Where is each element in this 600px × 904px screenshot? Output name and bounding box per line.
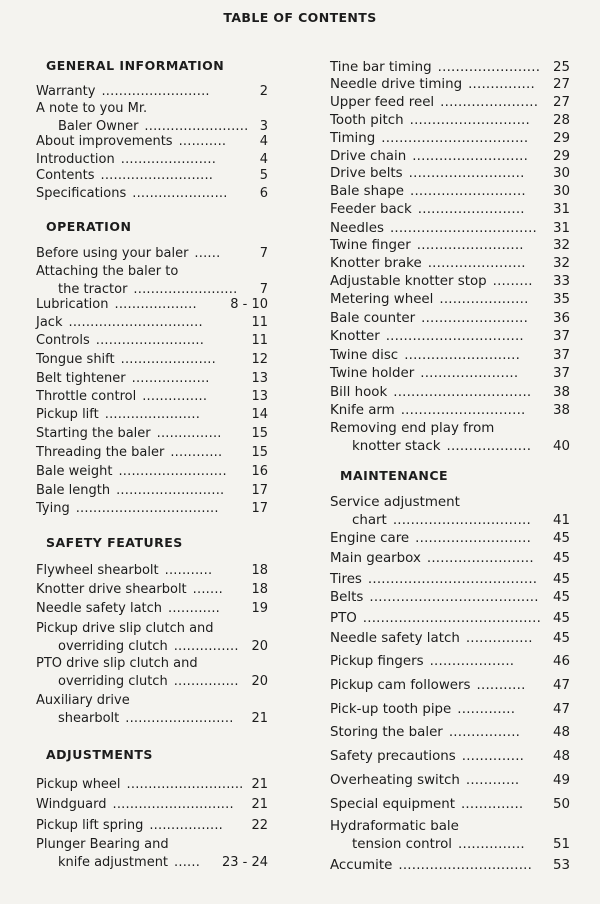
toc-entry-title: Knotter xyxy=(330,329,380,344)
toc-entry-title: Engine care xyxy=(330,531,410,546)
toc-entry-title: Removing end play from xyxy=(330,421,495,436)
page-number: 45 xyxy=(552,631,570,646)
leader-dots: ...................... xyxy=(427,256,526,271)
leader-dots: ........... xyxy=(178,134,227,149)
page-number: 13 xyxy=(251,371,268,386)
toc-entry-title-continued: knife adjustment xyxy=(58,855,169,870)
toc-entry-title: Plunger Bearing and xyxy=(36,837,169,852)
toc-entry-title: Knife arm xyxy=(330,403,395,418)
leader-dots: ............................... xyxy=(393,385,532,400)
toc-entry-title: Pickup lift spring xyxy=(36,818,144,833)
page-number: 27 xyxy=(552,77,570,92)
toc-entry-title: Pickup cam followers xyxy=(330,678,471,693)
toc-entry-title: Bale shape xyxy=(330,184,405,199)
toc-entry xyxy=(36,444,268,462)
leader-dots: .......................... xyxy=(408,166,525,181)
toc-entry xyxy=(36,332,268,350)
leader-dots: ............................ xyxy=(400,403,526,418)
toc-entry xyxy=(330,310,570,328)
toc-entry-title: Needle safety latch xyxy=(36,601,163,616)
leader-dots: ............... xyxy=(173,674,239,689)
page-number: 11 xyxy=(251,315,268,330)
leader-dots: ............... xyxy=(142,389,208,404)
toc-entry xyxy=(36,133,268,151)
toc-entry-title-continued: shearbolt xyxy=(58,711,120,726)
toc-entry-title-continued: overriding clutch xyxy=(58,674,168,689)
toc-entry-title: Belts xyxy=(330,590,364,605)
toc-entry xyxy=(330,772,570,790)
toc-entry-title-continued: the tractor xyxy=(58,282,128,297)
toc-entry xyxy=(330,220,570,238)
page-number: 30 xyxy=(552,166,570,181)
page-number: 27 xyxy=(552,95,570,110)
page-number: 45 xyxy=(552,531,570,546)
leader-dots: .............................. xyxy=(398,858,533,873)
toc-entry-title: Tires xyxy=(330,572,362,587)
page-number: 4 xyxy=(259,152,268,167)
page-number: 8 - 10 xyxy=(230,297,268,312)
toc-entry-title-continued: Baler Owner xyxy=(58,119,139,134)
leader-dots: ................................. xyxy=(75,501,219,516)
page-number: 6 xyxy=(259,186,268,201)
toc-entry xyxy=(36,351,268,369)
toc-entry xyxy=(330,701,570,719)
leader-dots: ...................... xyxy=(440,95,539,110)
leader-dots: .......................... xyxy=(415,531,532,546)
toc-entry-title: Service adjustment xyxy=(330,495,460,510)
toc-entry xyxy=(330,59,570,77)
toc-entry xyxy=(36,776,268,794)
page-number: 47 xyxy=(552,678,570,693)
leader-dots: .......................... xyxy=(100,168,214,183)
page-number: 35 xyxy=(552,292,570,307)
page-number: 5 xyxy=(259,168,268,183)
toc-entry-title: Drive belts xyxy=(330,166,403,181)
page-number: 13 xyxy=(251,389,268,404)
leader-dots: ......................... xyxy=(101,84,210,99)
leader-dots: ...................... xyxy=(120,152,217,167)
page-number: 14 xyxy=(251,407,268,422)
leader-dots: ........................ xyxy=(426,551,534,566)
toc-entry-title: Storing the baler xyxy=(330,725,443,740)
page-number: 18 xyxy=(251,563,268,578)
leader-dots: ........................ xyxy=(421,311,529,326)
page-number: 29 xyxy=(552,149,570,164)
page-number: 28 xyxy=(552,113,570,128)
toc-entry-title-continued: overriding clutch xyxy=(58,639,168,654)
toc-entry xyxy=(36,370,268,388)
toc-entry xyxy=(330,347,570,365)
leader-dots: ....................... xyxy=(437,60,541,75)
toc-entry xyxy=(330,796,570,814)
toc-entry-title: Metering wheel xyxy=(330,292,434,307)
toc-entry xyxy=(330,571,570,589)
page-number: 30 xyxy=(552,184,570,199)
toc-entry-title: Belt tightener xyxy=(36,371,126,386)
toc-entry-title: Bale counter xyxy=(330,311,416,326)
toc-entry-title: Hydraformatic bale xyxy=(330,819,459,834)
toc-entry-title: Pickup fingers xyxy=(330,654,424,669)
toc-entry xyxy=(36,388,268,406)
toc-entry-title: Attaching the baler to xyxy=(36,264,179,279)
toc-entry xyxy=(330,724,570,742)
page-number: 38 xyxy=(552,385,570,400)
toc-entry xyxy=(330,857,570,875)
leader-dots: ........................ xyxy=(144,119,249,134)
leader-dots: ......................... xyxy=(95,333,205,348)
page-number: 21 xyxy=(251,711,268,726)
leader-dots: ............................ xyxy=(112,797,234,812)
toc-entry xyxy=(330,818,570,854)
page-number: 40 xyxy=(552,439,570,454)
page-number: 12 xyxy=(251,352,268,367)
toc-entry xyxy=(330,76,570,94)
toc-entry-title: Starting the baler xyxy=(36,426,151,441)
toc-entry xyxy=(330,384,570,402)
page-number: 38 xyxy=(552,403,570,418)
leader-dots: ...... xyxy=(194,246,221,261)
page-number: 29 xyxy=(552,131,570,146)
toc-entry xyxy=(36,83,268,101)
page-number: 37 xyxy=(552,329,570,344)
toc-entry-title: Upper feed reel xyxy=(330,95,435,110)
toc-entry xyxy=(330,677,570,695)
page-number: 18 xyxy=(251,582,268,597)
page-number: 36 xyxy=(552,311,570,326)
toc-entry-title: Needle safety latch xyxy=(330,631,460,646)
page-number: 45 xyxy=(552,590,570,605)
toc-entry xyxy=(330,530,570,548)
toc-entry xyxy=(330,112,570,130)
page-number: 15 xyxy=(251,445,268,460)
toc-entry xyxy=(330,653,570,671)
leader-dots: ............... xyxy=(173,639,239,654)
leader-dots: ........................... xyxy=(126,777,244,792)
toc-entry-title: Twine finger xyxy=(330,238,411,253)
leader-dots: ........... xyxy=(164,563,213,578)
toc-entry-title: Feeder back xyxy=(330,202,412,217)
toc-entry-title: Twine disc xyxy=(330,348,399,363)
toc-entry xyxy=(330,494,570,530)
leader-dots: ........... xyxy=(476,678,526,693)
toc-entry xyxy=(36,463,268,481)
leader-dots: ........................ xyxy=(416,238,524,253)
page-number: 11 xyxy=(251,333,268,348)
toc-entry xyxy=(36,817,268,835)
page-number: 7 xyxy=(259,246,268,261)
toc-entry-title: Needle drive timing xyxy=(330,77,463,92)
leader-dots: .............. xyxy=(460,797,524,812)
leader-dots: ............................... xyxy=(385,329,524,344)
toc-entry xyxy=(330,94,570,112)
page-number: 15 xyxy=(251,426,268,441)
page-number: 3 xyxy=(259,119,268,134)
leader-dots: ......................... xyxy=(118,464,227,479)
page-number: 48 xyxy=(552,749,570,764)
toc-entry-title: Tooth pitch xyxy=(330,113,404,128)
toc-entry xyxy=(36,263,268,299)
section-heading-operation: OPERATION xyxy=(46,219,132,234)
toc-entry-title: Tongue shift xyxy=(36,352,115,367)
leader-dots: ...................... xyxy=(104,407,201,422)
toc-entry xyxy=(330,255,570,273)
toc-entry xyxy=(36,245,268,263)
page-number: 2 xyxy=(259,84,268,99)
toc-entry-title: Drive chain xyxy=(330,149,407,164)
leader-dots: ........................ xyxy=(417,202,525,217)
toc-entry-title: Knotter drive shearbolt xyxy=(36,582,187,597)
page-number: 37 xyxy=(552,348,570,363)
toc-entry-title: Bill hook xyxy=(330,385,388,400)
toc-entry xyxy=(330,130,570,148)
toc-entry-title: Lubrication xyxy=(36,297,109,312)
toc-entry-title: Pickup drive slip clutch and xyxy=(36,621,214,636)
toc-entry xyxy=(330,610,570,628)
leader-dots: ............... xyxy=(465,631,533,646)
toc-entry-title: Overheating switch xyxy=(330,773,460,788)
toc-entry xyxy=(36,796,268,814)
toc-entry-title: Auxiliary drive xyxy=(36,693,130,708)
toc-entry xyxy=(36,581,268,599)
page-number: 17 xyxy=(251,501,268,516)
toc-entry-title-continued: chart xyxy=(352,513,387,528)
toc-entry xyxy=(36,100,268,136)
toc-entry-title: Bale length xyxy=(36,483,111,498)
toc-entry-title: Threading the baler xyxy=(36,445,165,460)
toc-entry xyxy=(36,482,268,500)
leader-dots: ................ xyxy=(448,725,521,740)
toc-entry xyxy=(36,406,268,424)
toc-entry xyxy=(330,201,570,219)
leader-dots: .............. xyxy=(461,749,525,764)
toc-entry-title: About improvements xyxy=(36,134,173,149)
leader-dots: .......................... xyxy=(404,348,521,363)
leader-dots: ............ xyxy=(465,773,520,788)
toc-entry-title: Specifications xyxy=(36,186,127,201)
leader-dots: ............... xyxy=(458,837,525,852)
leader-dots: ............................... xyxy=(68,315,203,330)
toc-entry xyxy=(36,836,268,872)
toc-entry-title: Tine bar timing xyxy=(330,60,432,75)
toc-entry-title: Needles xyxy=(330,221,384,236)
leader-dots: ................... xyxy=(114,297,197,312)
toc-entry-title: Pickup wheel xyxy=(36,777,121,792)
leader-dots: .................. xyxy=(131,371,210,386)
leader-dots: ................................. xyxy=(381,131,529,146)
page-number: 37 xyxy=(552,366,570,381)
page-number: 49 xyxy=(552,773,570,788)
toc-entry xyxy=(330,420,570,456)
toc-entry xyxy=(330,148,570,166)
page-number: 33 xyxy=(552,274,570,289)
toc-entry-title: Twine holder xyxy=(330,366,415,381)
toc-entry-title: Introduction xyxy=(36,152,115,167)
page-number: 20 xyxy=(251,639,268,654)
leader-dots: ......................... xyxy=(125,711,234,726)
leader-dots: ......................... xyxy=(116,483,225,498)
leader-dots: ...................................... xyxy=(369,590,539,605)
toc-entry-title: Bale weight xyxy=(36,464,113,479)
leader-dots: ........................ xyxy=(133,282,238,297)
page-number: 32 xyxy=(552,238,570,253)
toc-entry-title: Jack xyxy=(36,315,63,330)
leader-dots: ................... xyxy=(446,439,532,454)
toc-entry xyxy=(330,589,570,607)
toc-entry xyxy=(36,500,268,518)
leader-dots: ...... xyxy=(174,855,201,870)
toc-entry-title: Main gearbox xyxy=(330,551,421,566)
toc-entry xyxy=(36,296,268,314)
toc-entry-title: Safety precautions xyxy=(330,749,456,764)
toc-entry-title: Accumite xyxy=(330,858,393,873)
toc-entry xyxy=(330,165,570,183)
page-number: 25 xyxy=(552,60,570,75)
leader-dots: ............... xyxy=(468,77,535,92)
toc-entry-title: Pick-up tooth pipe xyxy=(330,702,452,717)
toc-entry-title: Before using your baler xyxy=(36,246,189,261)
toc-entry xyxy=(330,402,570,420)
page-number: 46 xyxy=(552,654,570,669)
page-number: 47 xyxy=(552,702,570,717)
page-number: 53 xyxy=(552,858,570,873)
leader-dots: ........................... xyxy=(409,113,530,128)
leader-dots: ............. xyxy=(457,702,516,717)
toc-entry-title-continued: knotter stack xyxy=(352,439,441,454)
section-heading-general: GENERAL INFORMATION xyxy=(46,58,225,73)
page-number: 17 xyxy=(251,483,268,498)
page-number: 22 xyxy=(251,818,268,833)
toc-entry xyxy=(330,183,570,201)
toc-entry xyxy=(330,748,570,766)
toc-entry xyxy=(330,365,570,383)
leader-dots: ................. xyxy=(149,818,223,833)
toc-entry xyxy=(330,550,570,568)
toc-entry-title: PTO xyxy=(330,611,357,626)
toc-entry xyxy=(36,167,268,185)
leader-dots: ................... xyxy=(429,654,515,669)
leader-dots: ............ xyxy=(168,601,221,616)
leader-dots: ............... xyxy=(156,426,222,441)
toc-entry-title: Special equipment xyxy=(330,797,455,812)
leader-dots: ........................................ xyxy=(362,611,542,626)
page-number: 31 xyxy=(552,221,570,236)
page-number: 4 xyxy=(259,134,268,149)
leader-dots: .......................... xyxy=(412,149,529,164)
leader-dots: ...................................... xyxy=(367,572,538,587)
page-number: 21 xyxy=(251,777,268,792)
toc-entry xyxy=(36,185,268,203)
page-number: 31 xyxy=(552,202,570,217)
toc-entry xyxy=(330,291,570,309)
toc-entry xyxy=(36,655,268,691)
toc-entry-title: Tying xyxy=(36,501,70,516)
toc-entry-title: Warranty xyxy=(36,84,96,99)
toc-entry xyxy=(330,237,570,255)
leader-dots: ............ xyxy=(170,445,223,460)
toc-entry xyxy=(36,314,268,332)
toc-entry-title: A note to you Mr. xyxy=(36,101,148,116)
page-number: 19 xyxy=(251,601,268,616)
page-number: 20 xyxy=(251,674,268,689)
leader-dots: ...................... xyxy=(120,352,216,367)
toc-entry xyxy=(36,692,268,728)
section-heading-safety: SAFETY FEATURES xyxy=(46,535,183,550)
toc-entry-title: Timing xyxy=(330,131,376,146)
section-heading-adjustments: ADJUSTMENTS xyxy=(46,747,153,762)
toc-entry xyxy=(330,630,570,648)
toc-entry-title-continued: tension control xyxy=(352,837,453,852)
toc-entry-title: PTO drive slip clutch and xyxy=(36,656,198,671)
toc-entry-title: Flywheel shearbolt xyxy=(36,563,159,578)
leader-dots: ......... xyxy=(492,274,533,289)
toc-entry xyxy=(330,328,570,346)
toc-entry-title: Windguard xyxy=(36,797,107,812)
page-title: TABLE OF CONTENTS xyxy=(223,10,377,25)
toc-entry-title: Knotter brake xyxy=(330,256,422,271)
leader-dots: ...................... xyxy=(132,186,228,201)
leader-dots: ................................. xyxy=(389,221,538,236)
toc-entry-title: Throttle control xyxy=(36,389,137,404)
toc-entry-title: Controls xyxy=(36,333,90,348)
page-number: 50 xyxy=(552,797,570,812)
toc-entry xyxy=(36,620,268,656)
leader-dots: .................... xyxy=(439,292,529,307)
page-number: 41 xyxy=(552,513,570,528)
section-heading-maintenance: MAINTENANCE xyxy=(340,468,449,483)
page-number: 45 xyxy=(552,611,570,626)
page-number: 23 - 24 xyxy=(221,855,268,870)
page-number: 51 xyxy=(552,837,570,852)
page-number: 16 xyxy=(251,464,268,479)
toc-entry-title: Contents xyxy=(36,168,95,183)
toc-entry xyxy=(330,273,570,291)
leader-dots: ...................... xyxy=(420,366,519,381)
page-number: 7 xyxy=(259,282,268,297)
page-number: 21 xyxy=(251,797,268,812)
toc-entry xyxy=(36,562,268,580)
leader-dots: ............................... xyxy=(392,513,531,528)
page-number: 45 xyxy=(552,551,570,566)
toc-entry xyxy=(36,425,268,443)
toc-entry-title: Adjustable knotter stop xyxy=(330,274,487,289)
toc-entry-title: Pickup lift xyxy=(36,407,99,422)
page-number: 45 xyxy=(552,572,570,587)
leader-dots: .......................... xyxy=(410,184,526,199)
page-number: 32 xyxy=(552,256,570,271)
leader-dots: ....... xyxy=(192,582,223,597)
page-number: 48 xyxy=(552,725,570,740)
toc-entry xyxy=(36,600,268,618)
